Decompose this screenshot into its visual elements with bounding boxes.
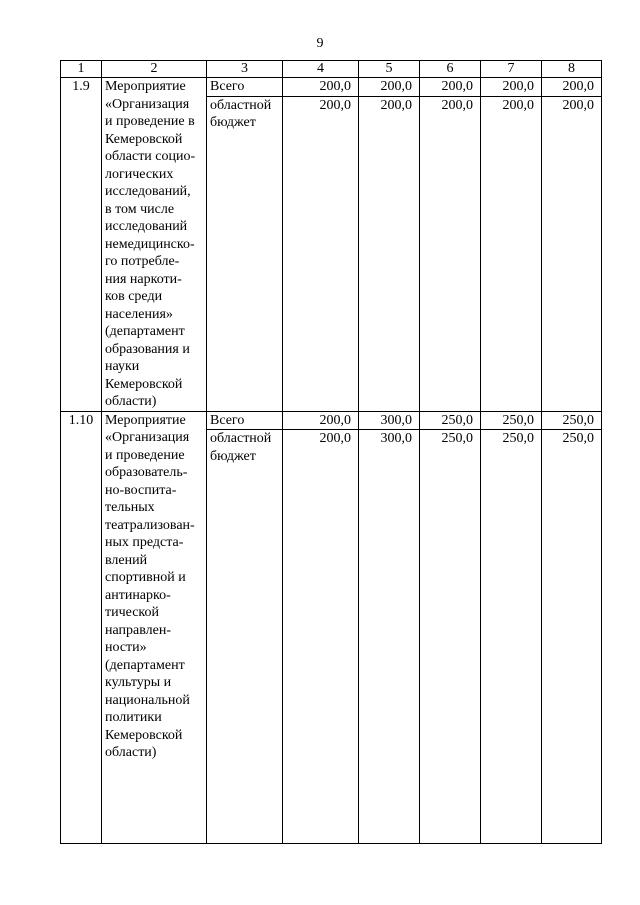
table-header-row: [61, 61, 602, 78]
header-cell-3: 3: [207, 61, 283, 78]
value-cell: 200,0: [283, 411, 359, 430]
header-cell-8: 8: [542, 61, 602, 78]
table-row: [61, 78, 602, 97]
value-cell: 250,0: [420, 430, 481, 844]
value-cell: 200,0: [359, 78, 420, 97]
budget-table: [60, 60, 602, 844]
value-cell: 250,0: [542, 430, 602, 844]
header-cell-7: 7: [481, 61, 542, 78]
value-cell: 250,0: [542, 411, 602, 430]
value-cell: 300,0: [359, 430, 420, 844]
header-cell-6: 6: [420, 61, 481, 78]
value-cell: 250,0: [481, 411, 542, 430]
funding-source: Всего: [207, 78, 283, 97]
value-cell: 200,0: [283, 78, 359, 97]
value-cell: 250,0: [420, 411, 481, 430]
funding-source: областной бюджет: [207, 96, 283, 411]
value-cell: 200,0: [420, 96, 481, 411]
value-cell: 200,0: [283, 96, 359, 411]
page-number: 9: [316, 36, 324, 51]
header-cell-1: 1: [61, 61, 102, 78]
header-cell-4: 4: [283, 61, 359, 78]
value-cell: 200,0: [481, 78, 542, 97]
funding-source: Всего: [207, 411, 283, 430]
value-cell: 200,0: [283, 430, 359, 844]
value-cell: 200,0: [420, 78, 481, 97]
value-cell: 250,0: [481, 430, 542, 844]
table-row: [61, 411, 602, 430]
row-number: 1.10: [61, 411, 102, 844]
row-number: 1.9: [61, 78, 102, 412]
measure-description: Мероприятие «Организация и проведение образователь- но-воспита- тельных театрализован- ных предста- влений спортивной и антинарко- тической направлен- ности» (департамент культуры и национальной политики Кемеровской области): [102, 411, 207, 844]
header-cell-2: 2: [102, 61, 207, 78]
header-cell-5: 5: [359, 61, 420, 78]
value-cell: 200,0: [542, 78, 602, 97]
value-cell: 200,0: [481, 96, 542, 411]
value-cell: 300,0: [359, 411, 420, 430]
value-cell: 200,0: [542, 96, 602, 411]
measure-description: Мероприятие «Организация и проведение в Кемеровской области социо- логических исследований, в том числе исследований немедицинско- го потребле- ния наркоти- ков среди населения» (департамент образования и науки Кемеровской области): [102, 78, 207, 412]
funding-source: областной бюджет: [207, 430, 283, 844]
value-cell: 200,0: [359, 96, 420, 411]
